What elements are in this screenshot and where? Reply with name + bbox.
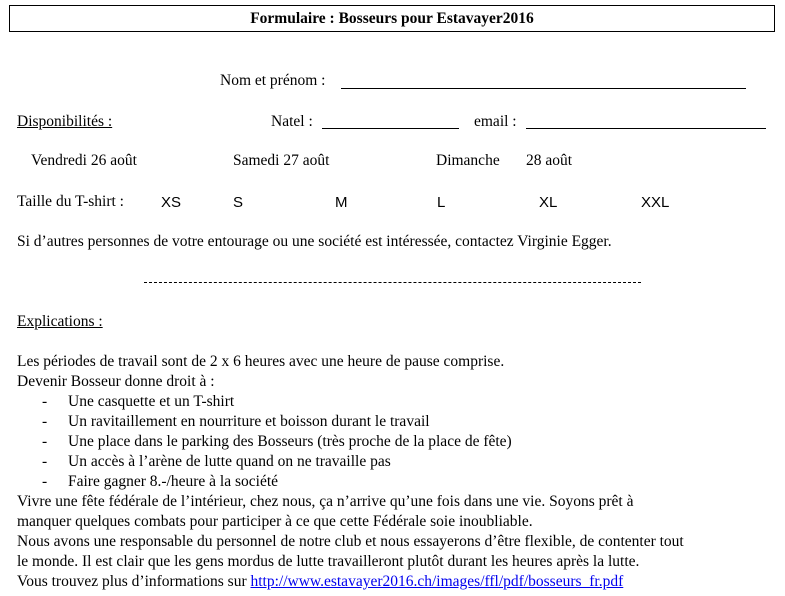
list-item: - Une place dans le parking des Bosseurs (très proche de la place de fête) [40,432,512,452]
email-label: email : [474,113,517,130]
day-sunday-date: 28 août [526,152,573,169]
explications-heading: Explications : [17,313,103,330]
availability-label: Disponibilités : [17,113,113,130]
intro-line: Devenir Bosseur donne droit à : [17,373,215,390]
size-xs[interactable]: XS [161,194,182,211]
day-friday[interactable]: Vendredi 26 août [31,152,137,169]
closing-line: manquer quelques combats pour participer à ce que cette Fédérale soie inoubliable. [17,513,533,530]
form-title-box [9,5,775,32]
size-m[interactable]: M [335,194,348,211]
natel-field[interactable] [322,128,459,129]
intro-paragraph [17,352,504,392]
benefits-list [40,392,512,492]
list-item: - Une casquette et un T-shirt [40,392,512,412]
list-item: - Faire gagner 8.-/heure à la société [40,472,512,492]
size-xxl[interactable]: XXL [641,194,670,211]
list-item: - Un ravitaillement en nourriture et boisson durant le travail [40,412,512,432]
name-field[interactable] [341,88,746,89]
closing-line: Nous avons une responsable du personnel de notre club et nous essayerons d’être flexible, de contenter tout [17,533,684,550]
natel-label: Natel : [271,113,313,130]
size-s[interactable]: S [233,194,244,211]
name-label: Nom et prénom : [220,72,326,89]
more-info-text: Vous trouvez plus d’informations sur [17,573,247,590]
name-row [220,72,325,90]
closing-line: Vivre une fête fédérale de l’intérieur, chez nous, ça n’arrive qu’une fois dans une vie. Soyons prêt à [17,493,634,510]
more-info-link[interactable]: http://www.estavayer2016.ch/images/ffl/pdf/bosseurs_fr.pdf [250,573,624,590]
closing-line: le monde. Il est clair que les gens mordus de lutte travailleront plutôt durant les heures après la lutte. [17,553,640,570]
day-saturday[interactable]: Samedi 27 août [233,152,330,169]
day-sunday[interactable]: Dimanche [436,152,500,169]
form-title: Formulaire : Bosseurs pour Estavayer2016 [250,9,534,27]
more-info-line [17,572,684,592]
size-l[interactable]: L [437,194,446,211]
intro-line: Les périodes de travail sont de 2 x 6 heures avec une heure de pause comprise. [17,353,505,370]
tshirt-label: Taille du T-shirt : [17,193,124,210]
dashed-separator [144,282,641,283]
list-item: - Un accès à l’arène de lutte quand on ne travaille pas [40,452,512,472]
size-xl[interactable]: XL [539,194,558,211]
closing-paragraph [17,492,684,592]
contact-text: Si d’autres personnes de votre entourage ou une société est intéressée, contactez Virginie Egger. [17,233,612,250]
email-field[interactable] [526,128,766,129]
